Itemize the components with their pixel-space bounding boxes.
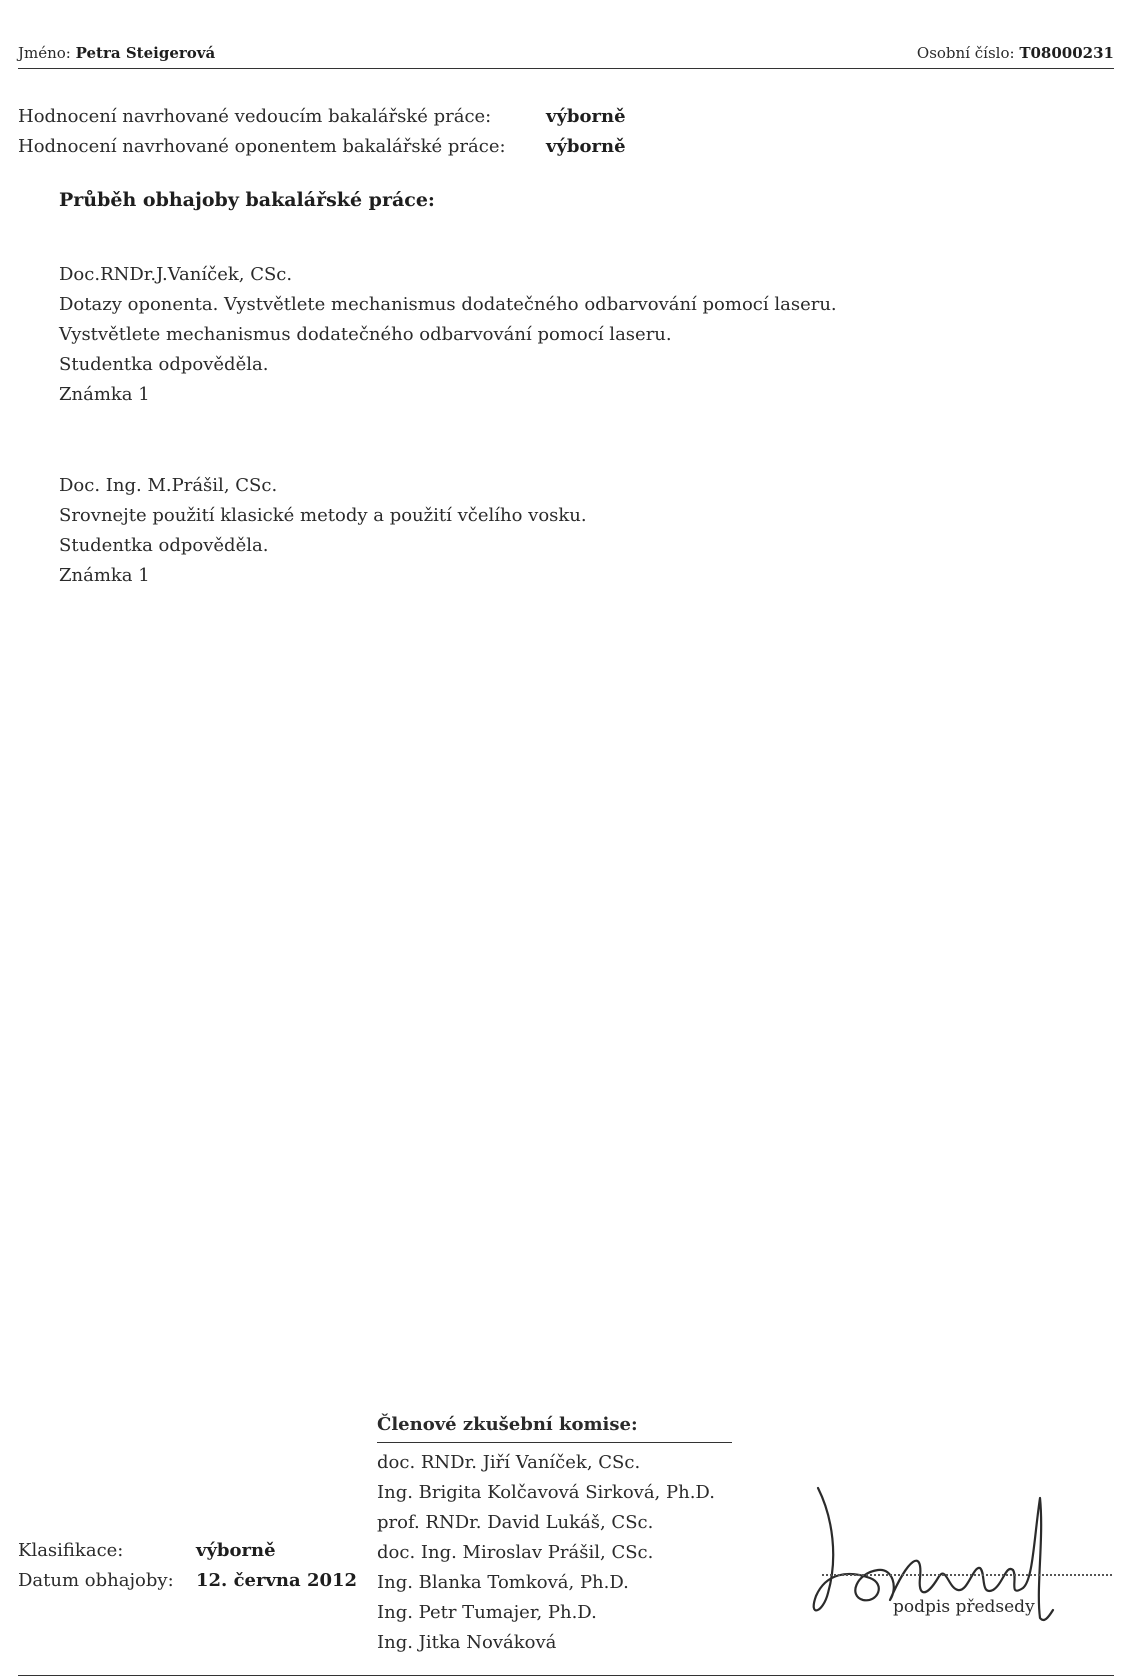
evaluation-supervisor-label: Hodnocení navrhované vedoucím bakalářské práce:	[18, 106, 492, 127]
question-line: Dotazy oponenta. Vystvětlete mechanismus dodatečného odbarvování pomocí laseru.	[59, 294, 837, 315]
classification-label: Klasifikace:	[18, 1540, 124, 1561]
answer-line: Studentka odpověděla.	[59, 354, 269, 375]
signature-line	[822, 1574, 1112, 1576]
defense-heading: Průběh obhajoby bakalářské práce:	[59, 189, 435, 211]
name-value: Petra Steigerová	[75, 44, 216, 62]
committee-list	[377, 1448, 715, 1658]
evaluation-supervisor-value: výborně	[546, 106, 626, 127]
classification-value: výborně	[196, 1540, 276, 1561]
evaluation-opponent-label: Hodnocení navrhované oponentem bakalářské práce:	[18, 136, 506, 157]
evaluation-opponent-value: výborně	[546, 136, 626, 157]
header-rule	[18, 68, 1114, 69]
signature-label: podpis předsedy	[893, 1597, 1035, 1617]
answer-line: Studentka odpověděla.	[59, 535, 269, 556]
question-line: Srovnejte použití klasické metody a použití včelího vosku.	[59, 505, 587, 526]
committee-member: Ing. Blanka Tomková, Ph.D.	[377, 1572, 629, 1593]
date-label: Datum obhajoby:	[18, 1570, 174, 1591]
student-id	[917, 44, 1114, 62]
id-label: Osobní číslo:	[916, 44, 1015, 62]
date-value: 12. června 2012	[196, 1570, 358, 1591]
committee-rule	[377, 1442, 732, 1443]
student-name	[18, 44, 215, 62]
examiner-line: Doc.RNDr.J.Vaníček, CSc.	[59, 264, 293, 285]
committee-member: Ing. Petr Tumajer, Ph.D.	[377, 1602, 597, 1623]
question-line: Vystvětlete mechanismus dodatečného odbarvování pomocí laseru.	[59, 324, 672, 345]
committee-member: Ing. Brigita Kolčavová Sirková, Ph.D.	[377, 1482, 715, 1503]
examiner-line: Doc. Ing. M.Prášil, CSc.	[59, 475, 278, 496]
defense-block-2	[59, 471, 587, 591]
grade-line: Známka 1	[59, 565, 150, 586]
defense-block-1	[59, 260, 837, 410]
committee-member: doc. RNDr. Jiří Vaníček, CSc.	[377, 1452, 641, 1473]
name-label: Jméno:	[18, 44, 71, 62]
grade-line: Známka 1	[59, 384, 150, 405]
committee-title: Členové zkušební komise:	[377, 1414, 638, 1435]
committee-member: Ing. Jitka Nováková	[377, 1632, 557, 1653]
id-value: T08000231	[1019, 44, 1114, 62]
footer-rule	[18, 1675, 1114, 1676]
committee-member: prof. RNDr. David Lukáš, CSc.	[377, 1512, 654, 1533]
committee-member: doc. Ing. Miroslav Prášil, CSc.	[377, 1542, 654, 1563]
